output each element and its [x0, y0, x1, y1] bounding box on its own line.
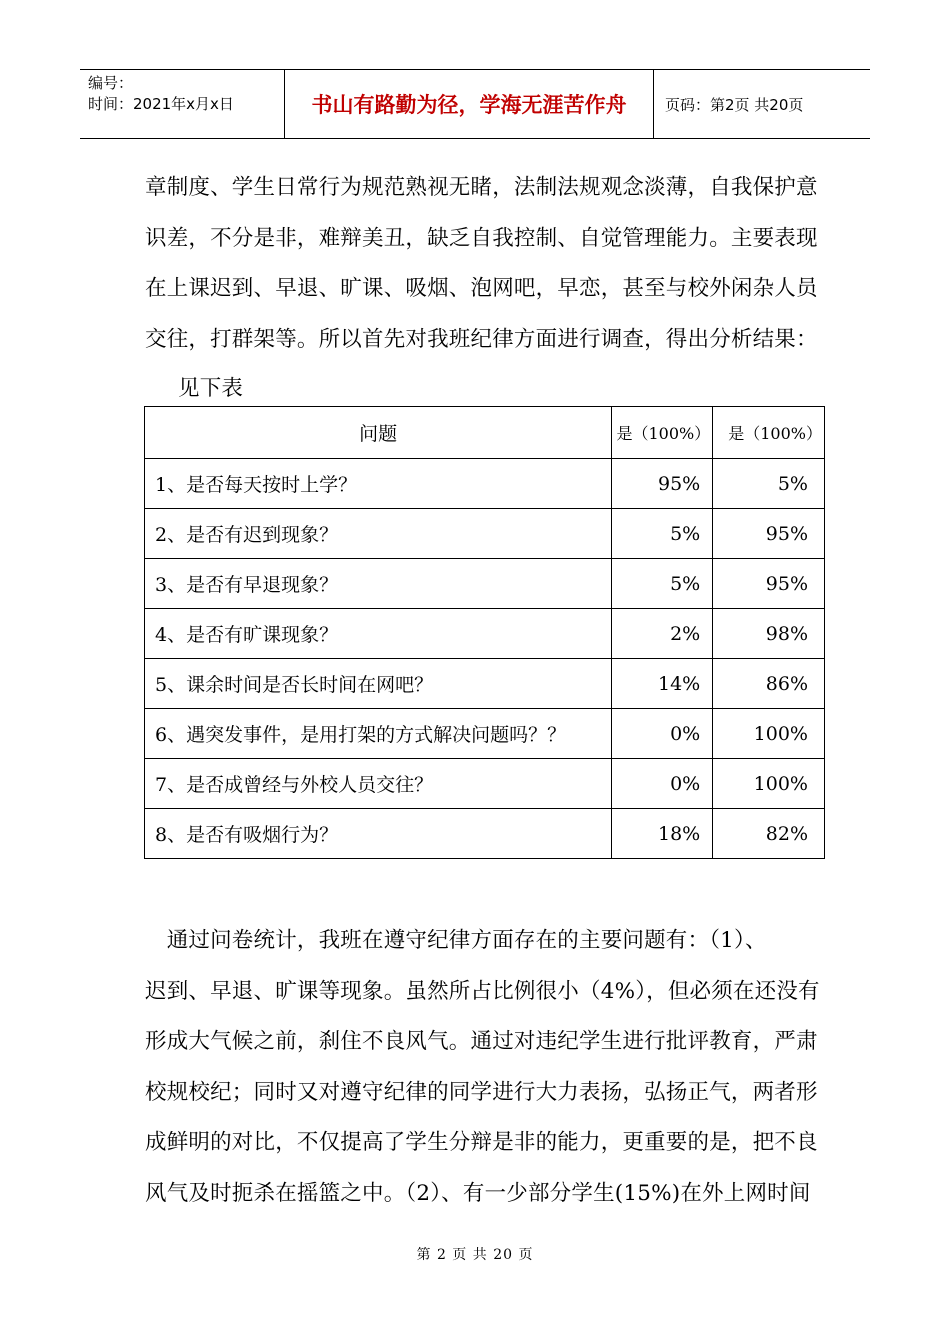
table-row [145, 459, 825, 509]
yes-percent-cell: 95% [612, 459, 713, 509]
text-line: 交往，打群架等。所以首先对我班纪律方面进行调查，得出分析结果： [145, 326, 818, 352]
intro-paragraph [145, 163, 850, 365]
column-header-question: 问题 [145, 407, 612, 459]
text-line: 通过问卷统计，我班在遵守纪律方面存在的主要问题有：（1）、 [145, 928, 767, 953]
question-cell: 7、是否成曾经与外校人员交往？ [145, 759, 612, 809]
text-line: 风气及时扼杀在摇篮之中。（2）、有一少部分学生(15%)在外上网时间 [145, 1180, 811, 1206]
table-row [145, 659, 825, 709]
yes-percent-cell: 2% [612, 609, 713, 659]
header-meta [88, 73, 280, 115]
no-percent-cell: 5% [713, 459, 825, 509]
table-row [145, 759, 825, 809]
yes-percent-cell: 18% [612, 809, 713, 859]
no-percent-cell: 100% [713, 709, 825, 759]
question-cell: 3、是否有早退现象？ [145, 559, 612, 609]
date-label: 时间：2021年x月x日 [88, 95, 234, 113]
header-page-info: 页码：第2页 共20页 [665, 95, 804, 114]
table-header-row [145, 407, 825, 459]
yes-percent-cell: 0% [612, 759, 713, 809]
no-percent-cell: 86% [713, 659, 825, 709]
question-cell: 5、课余时间是否长时间在网吧？ [145, 659, 612, 709]
text-line: 章制度、学生日常行为规范熟视无睹，法制法规观念淡薄，自我保护意 [145, 175, 818, 200]
table-row [145, 509, 825, 559]
text-line: 在上课迟到、早退、旷课、吸烟、泡网吧，早恋，甚至与校外闲杂人员 [145, 276, 818, 301]
no-percent-cell: 82% [713, 809, 825, 859]
yes-percent-cell: 5% [612, 559, 713, 609]
question-cell: 4、是否有旷课现象？ [145, 609, 612, 659]
header-motto: 书山有路勤为径，学海无涯苦作舟 [311, 93, 627, 117]
column-header-no: 是（100%） [713, 407, 825, 459]
yes-percent-cell: 0% [612, 709, 713, 759]
see-table-note: 见下表 [178, 376, 244, 401]
page-footer: 第 2 页 共 20 页 [416, 1247, 534, 1263]
table-row [145, 809, 825, 859]
text-line: 校规校纪；同时又对遵守纪律的同学进行大力表扬，弘扬正气，两者形 [145, 1079, 818, 1105]
table-row [145, 559, 825, 609]
question-cell: 1、是否每天按时上学？ [145, 459, 612, 509]
text-line: 成鲜明的对比，不仅提高了学生分辩是非的能力，更重要的是，把不良 [145, 1130, 818, 1155]
question-cell: 8、是否有吸烟行为？ [145, 809, 612, 859]
no-percent-cell: 95% [713, 509, 825, 559]
column-header-yes: 是（100%） [612, 407, 713, 459]
yes-percent-cell: 5% [612, 509, 713, 559]
no-percent-cell: 100% [713, 759, 825, 809]
table-row [145, 609, 825, 659]
text-line: 形成大气候之前，刹住不良风气。通过对违纪学生进行批评教育，严肃 [145, 1029, 818, 1054]
survey-table [144, 406, 825, 859]
text-line: 迟到、早退、旷课等现象。虽然所占比例很小（4%），但必须在还没有 [145, 978, 820, 1004]
question-cell: 6、遇突发事件，是用打架的方式解决问题吗？？ [145, 709, 612, 759]
analysis-paragraph [145, 916, 850, 1219]
page-header [80, 69, 870, 139]
no-percent-cell: 98% [713, 609, 825, 659]
table-row [145, 709, 825, 759]
header-divider [653, 70, 654, 138]
question-cell: 2、是否有迟到现象？ [145, 509, 612, 559]
number-label: 编号： [88, 74, 134, 92]
text-line: 识差，不分是非，难辩美丑，缺乏自我控制、自觉管理能力。主要表现 [145, 225, 818, 251]
no-percent-cell: 95% [713, 559, 825, 609]
yes-percent-cell: 14% [612, 659, 713, 709]
